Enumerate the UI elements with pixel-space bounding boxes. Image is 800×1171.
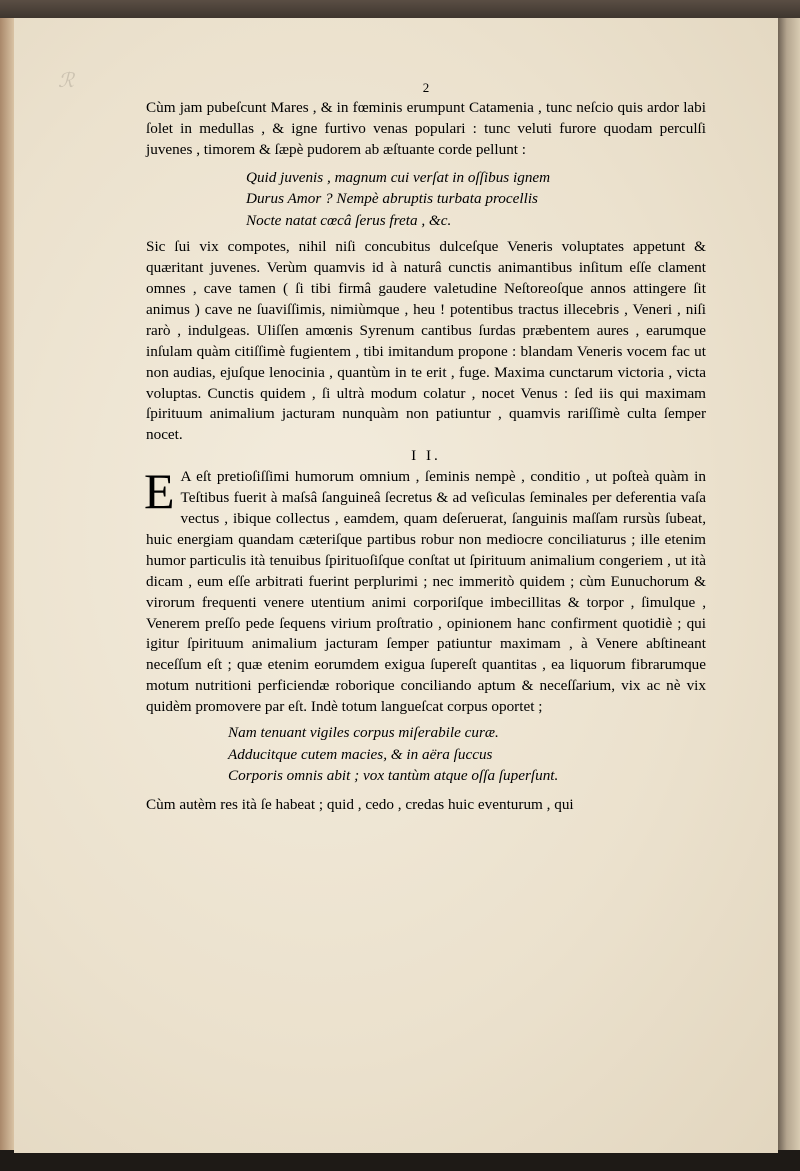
page-right-edge (778, 18, 800, 1153)
verse-line: Corporis omnis abit ; vox tantùm atque oſſa ſuperſunt. (228, 767, 559, 785)
verse-line: Adducitque cutem macies, & in aëra ſuccus (228, 745, 493, 763)
paragraph-4: Cùm autèm res ità ſe habeat ; quid , cedo , credas huic eventurum , qui (146, 795, 574, 813)
verse-line: Durus Amor ? Nempè abruptis turbata procellis (246, 190, 538, 208)
verse-quotation-1 (146, 167, 706, 232)
page-number: 2 (422, 80, 430, 95)
verse-quotation-2 (146, 722, 706, 787)
drop-cap-letter: E (144, 463, 175, 520)
book-top-edge (0, 0, 800, 20)
verse-line: Nam tenuant vigiles corpus miſerabile curæ. (228, 724, 499, 742)
page-content (146, 80, 706, 815)
section-heading: I I. (411, 447, 441, 465)
library-stamp-mark: ℛ (58, 70, 74, 92)
paragraph-1: Cùm jam pubeſcunt Mares , & in fœminis erumpunt Catamenia , tunc neſcio quis ardor labi ſolet in medullas , & igne furtivo venas populari : tunc veluti furore quodam perculſi juvenes , timorem & ſæpè pudorem ab æſtuante corde pellunt : (146, 99, 706, 158)
book-bottom-edge (0, 1150, 800, 1171)
paragraph-2: Sic ſui vix compotes, nihil niſi concubitus dulceſque Veneris voluptates appetunt & quæritant juvenes. Verùm quamvis id à naturâ cunctis animantibus inſitum eſſe clament omnes , cave tamen ( ſi tibi firmâ gaudere valetudine Neſtoreoſque annos attingere ſit animus ) cave ne ſuaviſſimis, nimiùmque , heu ! potentibus tractus illecebris , Veneri , niſi rarò , indulgeas. Uliſſen amœnis Syrenum cantibus ſurdas præbentem aures , earumque inſulam quàm citiſſimè fugientem , tibi imitandum propone : blandam Veneris vocem fac ut non audias, ejuſque lenocinia , quantùm in te erit , fuge. Maxima cunctarum victoria , victa voluptas. Cunctis quidem , ſi ultrà modum colatur , nocet Venus : ſed iis qui maximam ſpirituum animalium jacturam nunquàm non patiuntur , quamvis rariſſimè culta ſemper nocet. (146, 238, 706, 444)
verse-line: Quid juvenis , magnum cui verſat in oſſibus ignem (246, 168, 551, 186)
page-left-edge (0, 18, 14, 1153)
paragraph-3-text: A eſt pretioſiſſimi humorum omnium , ſeminis nempè , conditio , ut poſteà quàm in Teſtibus fuerit à maſsâ ſanguineâ ſecretus & ad veſiculas ſeminales per deferentia vaſa vectus , ibique collectus , eamdem, quam deſeruerat, ſanguinis maſſam rursùs ſubeat, huic energiam quandam cæteriſque partibus robur non mediocre conciliaturus ; ille etenim humor particulis ità tenuibus ſpirituoſiſque conſtat ut ſpirituum animalium congeriem , ut ità dicam , eum eſſe arbitrati fuerint perplurimi ; nec immeritò quidem ; cùm Eunuchorum & virorum frequenti venere utentium animi corporiſque imbecillitas & torpor , ſimulque , Venerem preſſo pede ſequens virium proſtratio , opinionem hanc confirment quotidiè ; qui igitur ſpirituum animalium jacturam ſemper patiuntur maximam , à Venere abſtineant neceſſum eſt ; quæ etenim eorumdem exigua ſupereſt quantitas , ea liquorum fibrarumque motum nutritioni perficiendæ roborique conciliando aptum & neceſſarium, vix ac nè vix quidèm promovere par eſt. Indè totum langueſcat corpus oportet ; (146, 468, 706, 716)
paragraph-3 (144, 463, 706, 718)
verse-line: Nocte natat cœcâ ſerus freta , &c. (246, 211, 452, 229)
